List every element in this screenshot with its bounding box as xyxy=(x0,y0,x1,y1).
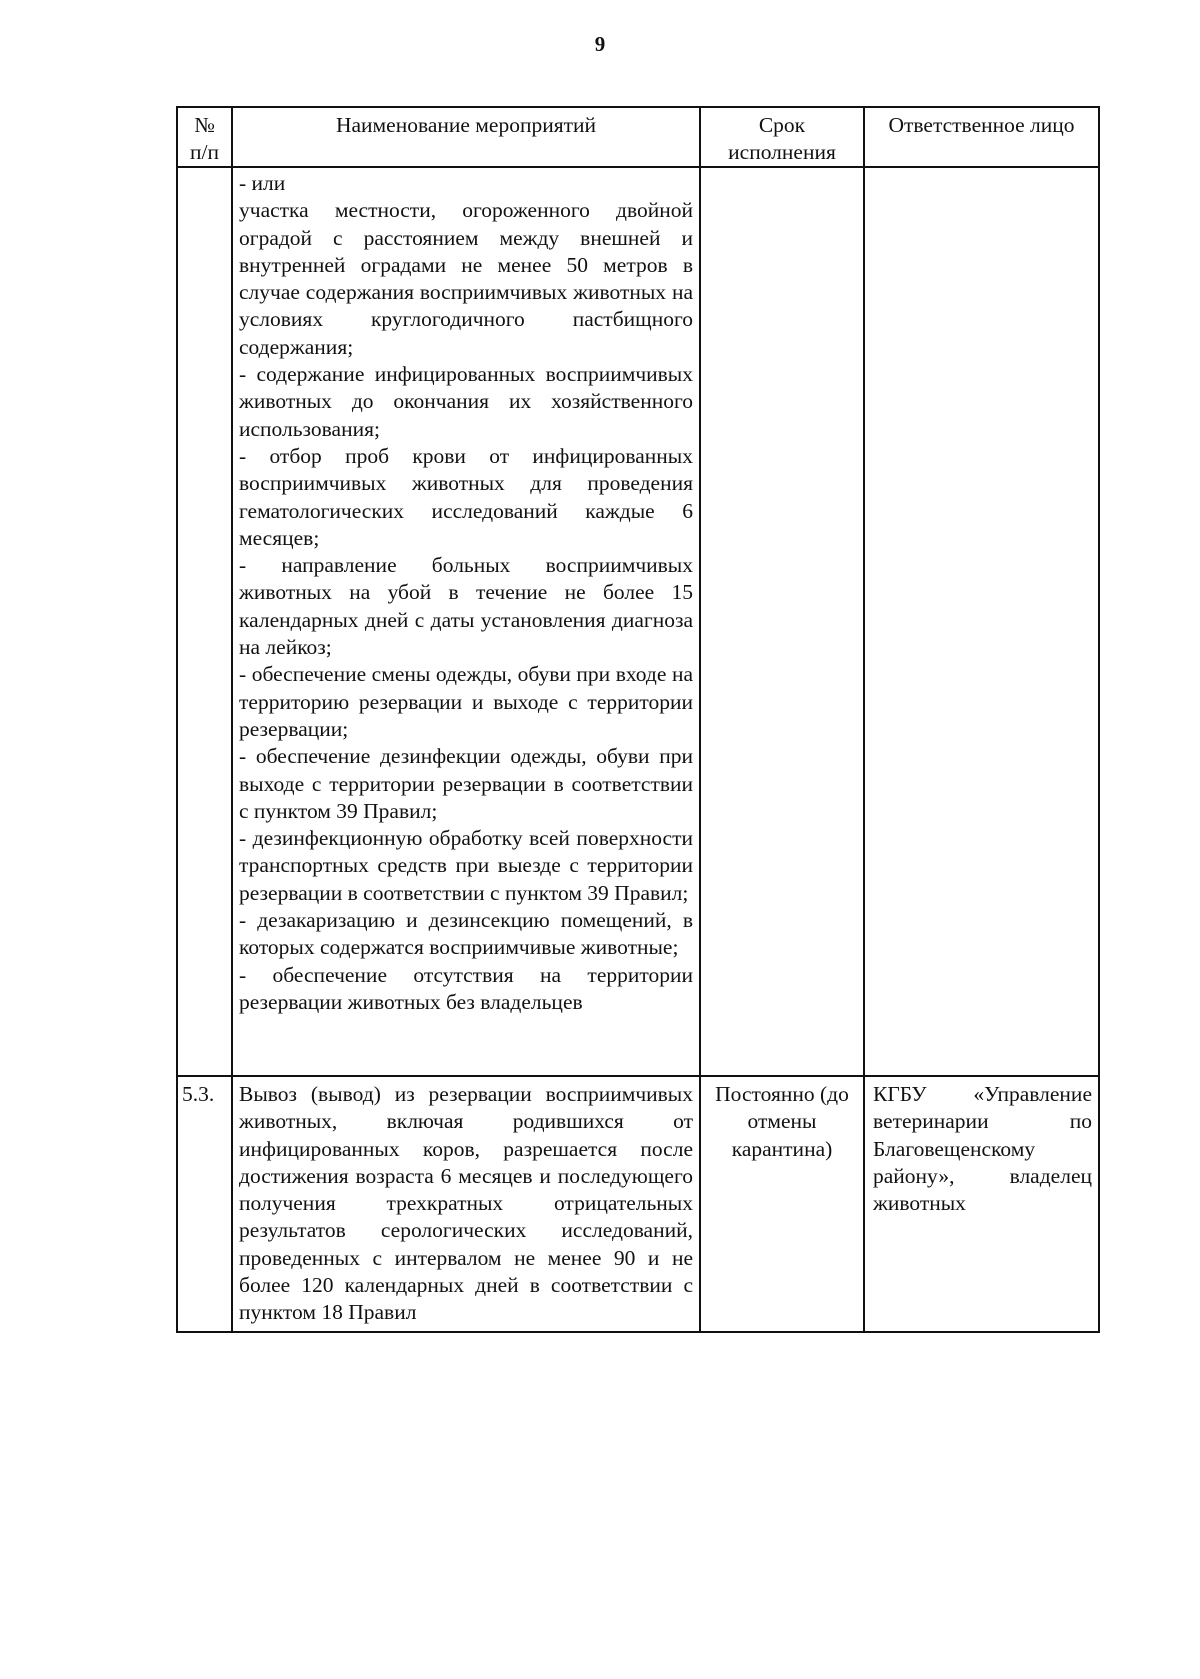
header-responsible: Ответственное лицо xyxy=(864,107,1099,167)
cell-responsible: КГБУ «Управление ветеринарии по Благовещенскому району», владелец животных xyxy=(864,1076,1099,1332)
measure-paragraph: - отбор проб крови от инфицированных восприимчивых животных для проведения гематологических исследований каждые 6 месяцев; xyxy=(239,443,693,550)
measure-paragraph: - или xyxy=(239,171,286,195)
measure-paragraph: - содержание инфицированных восприимчивых животных до окончания их хозяйственного использования; xyxy=(239,362,693,441)
measure-paragraph: - дезинфекционную обработку всей поверхности транспортных средств при выезде с территории резервации в соответствии с пунктом 39 Правил; xyxy=(239,826,693,905)
header-num: № п/п xyxy=(177,107,232,167)
measure-paragraph: - направление больных восприимчивых животных на убой в течение не более 15 календарных дней с даты установления диагноза на лейкоз; xyxy=(239,553,693,660)
table-row-continuation xyxy=(177,167,1099,1076)
measure-paragraph: - обеспечение отсутствия на территории резервации животных без владельцев xyxy=(239,962,693,1014)
header-name: Наименование мероприятий xyxy=(232,107,700,167)
cell-name: Вывоз (вывод) из резервации восприимчивых животных, включая родившихся от инфицированных коров, разрешается после достижения возраста 6 месяцев и последующего получения трехкратных отрицательных результатов серологических исследований, проведенных с интервалом не менее 90 и не более 120 календарных дней в соответствии с пунктом 18 Правил xyxy=(232,1076,700,1332)
table-row-5-3 xyxy=(177,1076,1099,1332)
measures-table xyxy=(176,106,1100,1333)
cell-num: 5.3. xyxy=(177,1076,232,1332)
page-number: 9 xyxy=(594,32,606,56)
header-term: Срок исполнения xyxy=(700,107,864,167)
cell-responsible xyxy=(864,167,1099,1076)
table-header-row xyxy=(177,107,1099,167)
cell-name xyxy=(232,167,700,1076)
measure-paragraph: - обеспечение дезинфекции одежды, обуви при выходе с территории резервации в соответствии с пунктом 39 Правил; xyxy=(239,744,693,823)
measure-paragraph: участка местности, огороженного двойной оградой с расстоянием между внешней и внутренней оградами не менее 50 метров в случае содержания восприимчивых животных на условиях круглогодичного пастбищного содержания; xyxy=(239,198,693,359)
measure-paragraph: - обеспечение смены одежды, обуви при входе на территорию резервации и выходе с территории резервации; xyxy=(239,662,693,741)
cell-num xyxy=(177,167,232,1076)
cell-term xyxy=(700,167,864,1076)
measure-paragraph: - дезакаризацию и дезинсекцию помещений, в которых содержатся восприимчивые животные; xyxy=(239,908,693,960)
cell-term: Постоянно (до отмены карантина) xyxy=(700,1076,864,1332)
